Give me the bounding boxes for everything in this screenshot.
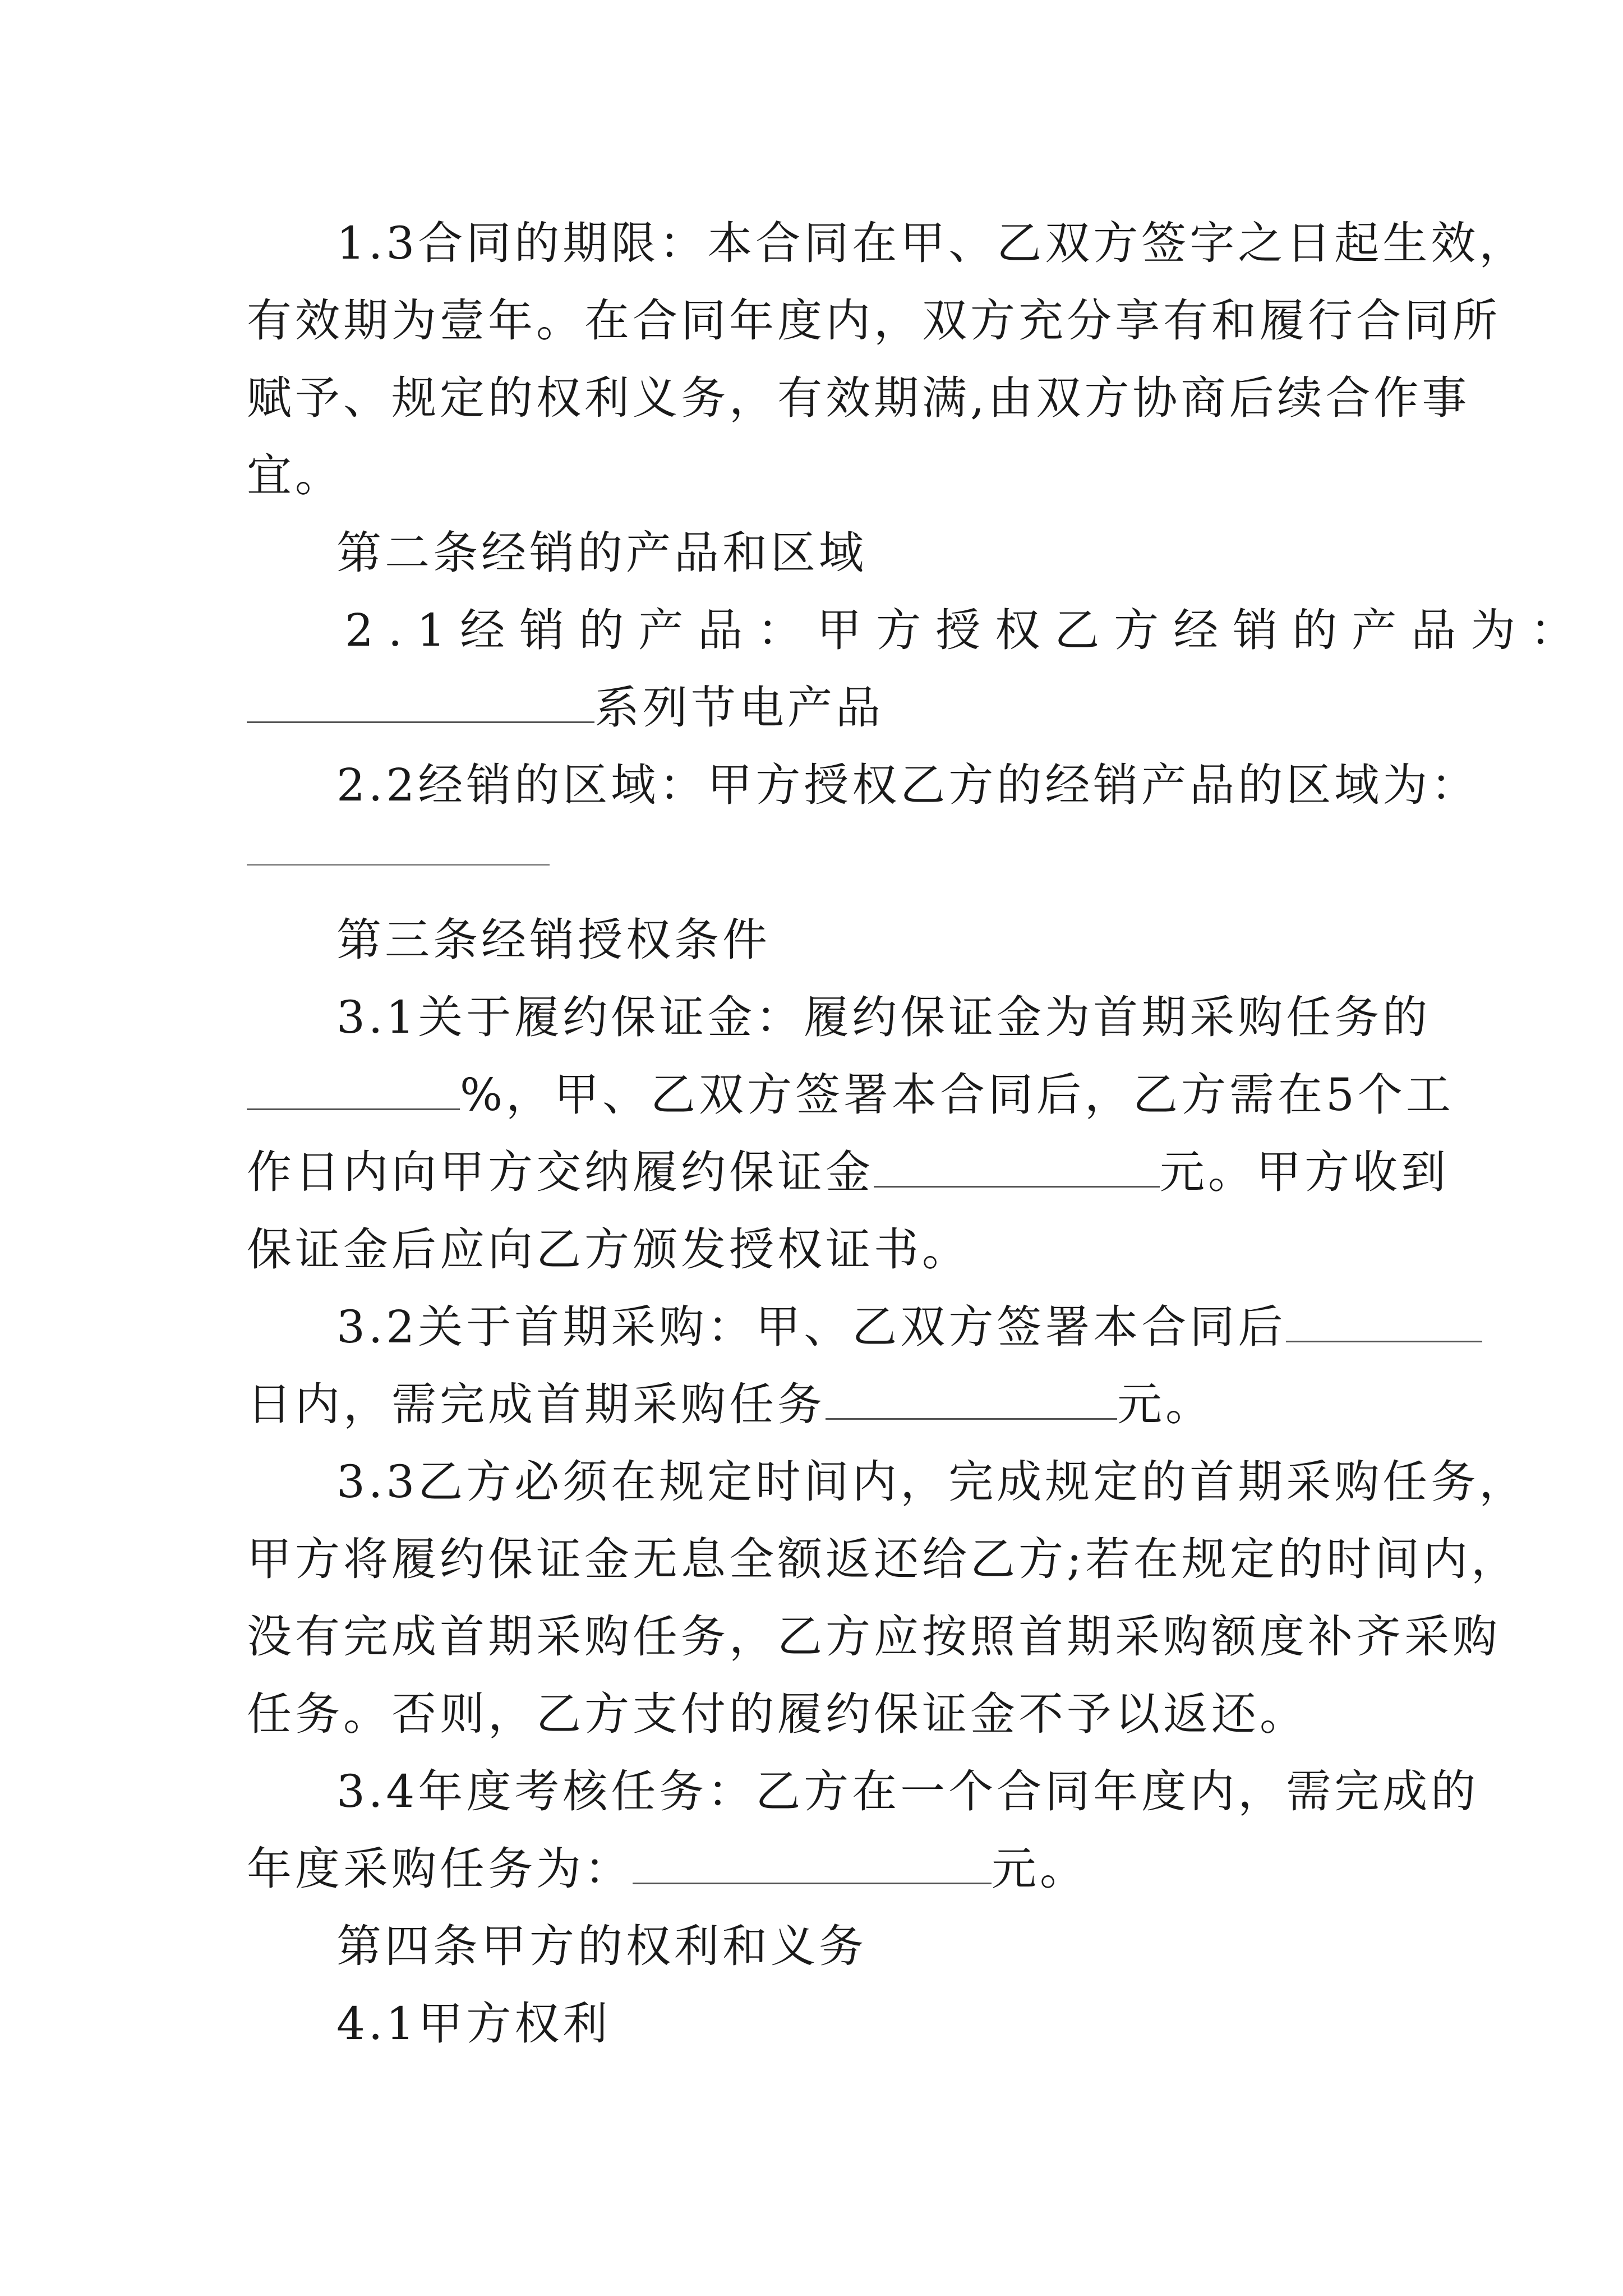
para-2-1-line-2: [247, 679, 1413, 737]
para-1-3-line-3: 赋予、规定的权利义务，有效期满,由双方协商后续合作事: [247, 372, 1470, 424]
blank-first-purchase-amount[interactable]: [826, 1382, 1117, 1420]
annual-target-text-after: 元。: [992, 1843, 1088, 1895]
para-3-3-line-2: 甲方将履约保证金无息全额返还给乙方;若在规定的时间内，: [247, 1533, 1519, 1585]
para-3-2-line-1: [336, 1298, 1413, 1356]
para-1-3-line-1: 1.3合同的期限：本合同在甲、乙双方签字之日起生效，: [336, 217, 1528, 269]
blank-sales-region[interactable]: [247, 864, 550, 866]
para-2-2-line-1: 2.2经销的区域：甲方授权乙方的经销产品的区域为：: [336, 759, 1479, 811]
blank-annual-target[interactable]: [633, 1847, 992, 1884]
deposit-text-before: 作日内向甲方交纳履约保证金: [247, 1146, 874, 1198]
blank-deposit-percent[interactable]: [247, 1073, 460, 1110]
para-3-3-line-4: 任务。否则，乙方支付的履约保证金不予以返还。: [247, 1688, 1308, 1740]
para-1-3-line-2: 有效期为壹年。在合同年度内，双方充分享有和履行合同所: [247, 295, 1501, 347]
article-4-heading: 第四条甲方的权利和义务: [336, 1920, 867, 1972]
para-3-4-line-1: 3.4年度考核任务：乙方在一个合同年度内，需完成的: [336, 1765, 1479, 1818]
deposit-percent-text: %，甲、乙双方签署本合同后，乙方需在5个工: [460, 1069, 1454, 1121]
product-series-text: 系列节电产品: [594, 682, 884, 734]
blank-product-series[interactable]: [247, 685, 594, 723]
first-purchase-text-before: 日内，需完成首期采购任务: [247, 1378, 826, 1430]
para-1-3-line-4: 宜。: [247, 449, 343, 501]
article-2-heading: 第二条经销的产品和区域: [336, 527, 867, 579]
annual-target-text-before: 年度采购任务为：: [247, 1843, 633, 1895]
para-2-1-line-1: 2.1经销的产品：甲方授权乙方经销的产品为：: [345, 604, 1590, 656]
para-3-4-line-2: [247, 1840, 1413, 1898]
blank-first-purchase-days[interactable]: [1286, 1305, 1482, 1342]
first-purchase-text-after: 元。: [1117, 1378, 1214, 1430]
para-4-1-heading: 4.1甲方权利: [336, 1998, 611, 2050]
para-3-2-line-2: [247, 1375, 1413, 1434]
para-3-1-line-1: 3.1关于履约保证金：履约保证金为首期采购任务的: [336, 991, 1431, 1043]
article-3-heading: 第三条经销授权条件: [336, 914, 771, 966]
para-3-1-line-2: [247, 1066, 1454, 1124]
para-3-1-line-3: [247, 1143, 1449, 1202]
blank-deposit-amount[interactable]: [874, 1150, 1160, 1188]
para-3-3-line-3: 没有完成首期采购任务，乙方应按照首期采购额度补齐采购: [247, 1611, 1501, 1663]
para-3-1-line-4: 保证金后应向乙方颁发授权证书。: [247, 1223, 970, 1276]
para-3-3-line-1: 3.3乙方必须在规定时间内，完成规定的首期采购任务，: [336, 1456, 1528, 1508]
first-purchase-text: 3.2关于首期采购：甲、乙双方签署本合同后: [336, 1301, 1287, 1353]
deposit-text-after: 元。甲方收到: [1160, 1146, 1449, 1198]
